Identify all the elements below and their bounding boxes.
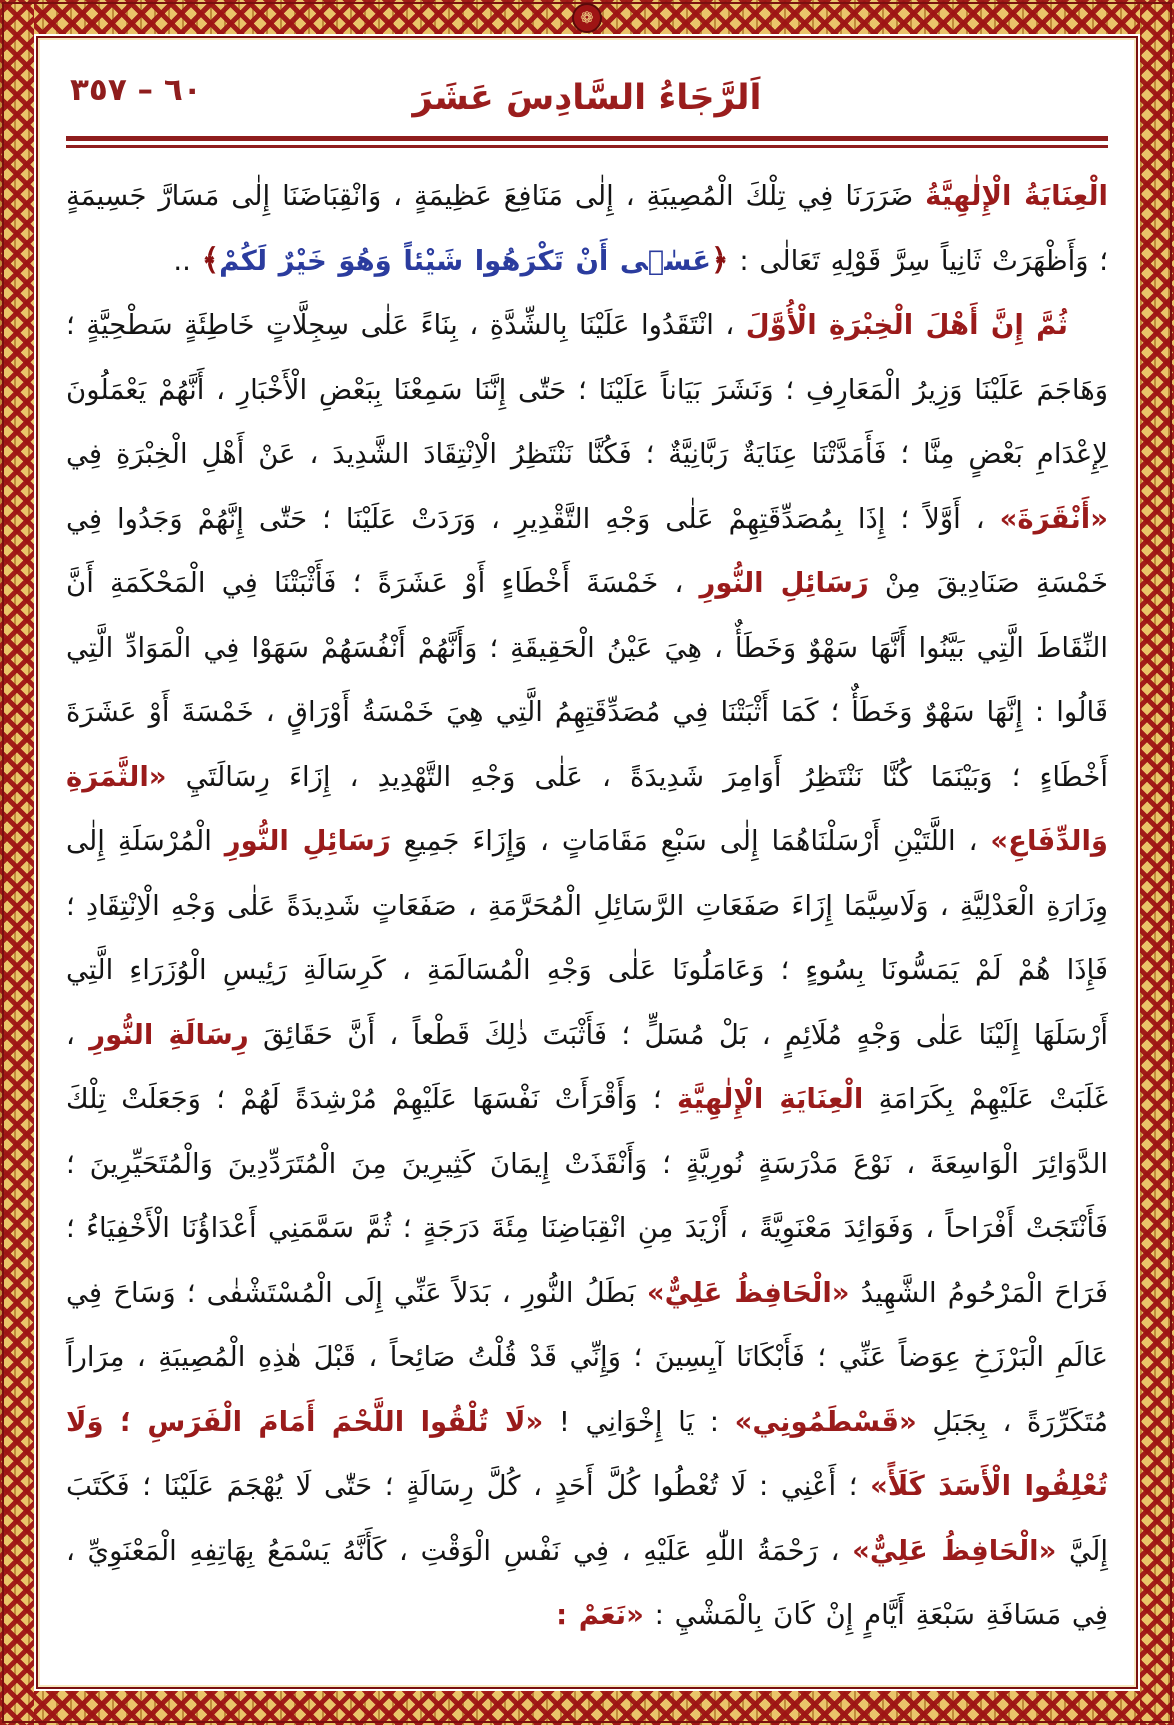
page-content bbox=[44, 44, 1130, 1681]
body-text-run: ، رَحْمَةُ اللّٰهِ عَلَيْهِ ، فِي نَفْسِ الْوَقْتِ ، كَأَنَّهُ يَسْمَعُ بِهَاتِفِهِ الْمَعْنَوِيِّ ، فِي مَسَافَةِ سَبْعَةِ أَيَّامٍ إِنْ كَانَ بِالْمَشْيِ : bbox=[66, 1534, 1108, 1631]
emphasis-kastamonu: «قَسْطَمُونِي» bbox=[734, 1405, 917, 1438]
emphasis-ankara: «أَنْقَرَةَ» bbox=[999, 502, 1108, 535]
body-text-run: ، أَوَّلاً ؛ إِذَا بِمُصَدِّقَتِهِمْ عَلٰى وَجْهِ التَّقْدِيرِ ، وَرَدَتْ عَلَيْنَا ؛ حَتّٰى إِنَّهُمْ وَجَدُوا فِي خَمْسَةِ صَنَادِيقَ مِنْ bbox=[66, 502, 1108, 599]
body-text-run: ضَرَرَنَا فِي تِلْكَ الْمُصِيبَةِ ، إِلٰى مَنَافِعَ عَظِيمَةٍ ، وَانْقِبَاضَنَا إِلٰى مَسَارَّ جَسِيمَةٍ ؛ وَأَظْهَرَتْ ثَانِياً سِرَّ قَوْلِهِ تَعَالٰى : bbox=[66, 180, 1108, 277]
page-number: ٦٠ – ٣٥٧ bbox=[70, 72, 202, 108]
quran-open-bracket: ﴿ bbox=[711, 242, 729, 278]
emphasis-inaya-ilahiyya: الْعِنَايَةِ الْإِلٰهِيَّةِ bbox=[676, 1083, 864, 1115]
emphasis-proverb: «لَا تُلْقُوا اللَّحْمَ أَمَامَ الْفَرَسِ ؛ وَلَا تُعْلِفُوا الْأَسَدَ كَلَأً» bbox=[66, 1405, 1108, 1502]
emphasis-hafiz-ali: «الْحَافِظُ عَلِيٌّ» bbox=[852, 1534, 1057, 1567]
page-title: اَلرَّجَاءُ السَّادِسَ عَشَرَ bbox=[412, 78, 762, 118]
quran-verse: عَسٰۤى أَنْ تَكْرَهُوا شَيْئاً وَهُوَ خَيْرٌ لَكُمْ bbox=[219, 244, 712, 277]
emphasis-risala-annur: رِسَالَةِ النُّورِ bbox=[89, 1018, 249, 1051]
ornamental-border-bottom bbox=[0, 1691, 1174, 1725]
body-text-run: .. bbox=[173, 244, 202, 277]
title-divider-rule bbox=[66, 136, 1108, 148]
body-text-run: ، انْتَقَدُوا عَلَيْنَا بِالشِّدَّةِ ، بِنَاءً عَلٰى سِجِلَّاتٍ خَاطِئَةٍ سَطْحِيَّةٍ ؛ وَهَاجَمَ عَلَيْنَا وَزِيرُ الْمَعَارِفِ ؛ وَنَشَرَ بَيَاناً عَلَيْنَا ؛ حَتّٰى إِنَّنَا سَمِعْنَا بِبَعْضِ الْأَخْبَارِ ، أَنَّهُمْ يَعْمَلُونَ لِإِعْدَامِ بَعْضٍ مِنَّا ؛ فَأَمَدَّتْنَا عِنَايَةٌ رَبَّانِيَّةٌ ؛ فَكُنَّا نَنْتَظِرُ الْاِنْتِقَادَ الشَّدِيدَ ، عَنْ أَهْلِ الْخِبْرَةِ فِي bbox=[66, 309, 1108, 470]
body-text-run: ، غَلَبَتْ عَلَيْهِمْ بِكَرَامَةِ bbox=[66, 1018, 1108, 1115]
body-text-run: ؛ أَعْنِي : لَا تُعْطُوا كُلَّ أَحَدٍ ، كُلَّ رِسَالَةٍ ؛ حَتّٰى لَا يُهْجَمَ عَلَيْنَا ؛ فَكَتَبَ إِلَيَّ bbox=[66, 1470, 1108, 1567]
emphasis-rasail-annur: رَسَائِلِ النُّورِ bbox=[224, 825, 391, 857]
ornamental-border-left bbox=[0, 0, 34, 1725]
body-text-run: ، خَمْسَةَ أَخْطَاءٍ أَوْ عَشَرَةً ؛ فَأَثْبَتْنَا فِي الْمَحْكَمَةِ أَنَّ النِّقَاطَ الَّتِي بَيَّنُوا أَنَّهَا سَهْوٌ وَخَطَأٌ ، هِيَ عَيْنُ الْحَقِيقَةِ ؛ وَأَنَّهُمْ أَنْفُسَهُمْ سَهَوْا فِي الْمَوَادِّ الَّتِي قَالُوا : إِنَّهَا سَهْوٌ وَخَطَأٌ ؛ كَمَا أَثْبَتْنَا فِي مُصَدِّقَتِهِمُ الَّتِي هِيَ خَمْسَةُ أَوْرَاقٍ ، خَمْسَةَ أَوْ عَشَرَةَ أَخْطَاءٍ ؛ وَبَيْنَمَا كُنَّا نَنْتَظِرُ أَوَامِرَ شَدِيدَةً ، عَلٰى وَجْهِ التَّهْدِيدِ ، إِزَاءَ رِسَالَتَيِ bbox=[66, 567, 1108, 793]
body-text-run: : يَا إِخْوَانِي ! bbox=[543, 1405, 735, 1438]
page-header bbox=[66, 66, 1108, 130]
top-border-medallion-icon: ❁ bbox=[572, 3, 602, 33]
body-paragraph bbox=[66, 164, 1108, 293]
emphasis-first-experts: ثُمَّ إِنَّ أَهْلَ الْخِبْرَةِ الْأُوَّلَ bbox=[745, 309, 1068, 341]
body-text-run: ، اللَّتَيْنِ أَرْسَلْنَاهُمَا إِلٰى سَبْعِ مَقَامَاتٍ ، وَإِزَاءَ جَمِيعِ bbox=[390, 825, 991, 857]
body-paragraph bbox=[66, 293, 1108, 1648]
emphasis-thamara-difa: «الثَّمَرَةِ وَالدِّفَاعِ» bbox=[66, 760, 1109, 857]
emphasis-naam: «نَعَمْ : bbox=[556, 1599, 644, 1631]
body-text-run: الْمُرْسَلَةِ إِلٰى وِزَارَةِ الْعَدْلِيَّةِ ، وَلَاسِيَّمَا إِزَاءَ صَفَعَاتِ الرَّسَائِلِ الْمُحَرَّمَةِ ، صَفَعَاتٍ شَدِيدَةً عَلٰى وَجْهِ الْاِنْتِقَادِ ؛ فَإِذَا هُمْ لَمْ يَمَسُّونَا بِسُوءٍ ؛ وَعَامَلُونَا عَلٰى وَجْهِ الْمُسَالَمَةِ ، كَرِسَالَةِ رَئِيسِ الْوُزَرَاءِ الَّتِي أَرْسَلَهَا إِلَيْنَا عَلٰى وَجْهٍ مُلَائِمٍ ، بَلْ مُسَلٍّ ؛ فَأَثْبَتَ ذٰلِكَ قَطْعاً ، أَنَّ حَقَائِقَ bbox=[66, 825, 1108, 1051]
ornamental-border-right bbox=[1140, 0, 1174, 1725]
body-text-run: ؛ وَأَقْرَأَتْ نَفْسَهَا عَلَيْهِمْ مُرْشِدَةً لَهُمْ ؛ وَجَعَلَتْ تِلْكَ الدَّوَائِرَ الْوَاسِعَةَ ، نَوْعَ مَدْرَسَةٍ نُورِيَّةٍ ؛ وَأَنْقَذَتْ إِيمَانَ كَثِيرِينَ مِنَ الْمُتَرَدِّدِينَ وَالْمُتَحَيِّرِينَ ؛ فَأَنْتَجَتْ أَفْرَاحاً ، وَفَوَائِدَ مَعْنَوِيَّةً ، أَزْيَدَ مِنِ انْقِبَاضِنَا مِئَةَ دَرَجَةٍ ؛ ثُمَّ سَمَّمَنِي أَعْدَاؤُنَا الْأَخْفِيَاءُ ؛ فَرَاحَ الْمَرْحُومُ الشَّهِيدُ bbox=[66, 1083, 1108, 1309]
emphasis-rasail-annur: رَسَائِلِ النُّورِ bbox=[699, 567, 869, 599]
emphasis-divine-providence: الْعِنَايَةُ الْإِلٰهِيَّةُ bbox=[925, 180, 1108, 212]
emphasis-hafiz-ali: «الْحَافِظُ عَلِيٌّ» bbox=[646, 1276, 850, 1309]
body-text-run: بَطَلُ النُّورِ ، بَدَلاً عَنِّي إِلَى الْمُسْتَشْفٰى ؛ وَسَاحَ فِي عَالَمِ الْبَرْزَخِ عِوَضاً عَنِّي ؛ فَأَبْكَانَا آيِسِينَ ؛ وَإِنِّي قَدْ قُلْتُ صَائِحاً ، قَبْلَ هٰذِهِ الْمُصِيبَةِ ، مِرَاراً مُتَكَرِّرَةً ، بِجَبَلِ bbox=[66, 1276, 1108, 1438]
quran-close-bracket: ﴾ bbox=[201, 242, 220, 278]
